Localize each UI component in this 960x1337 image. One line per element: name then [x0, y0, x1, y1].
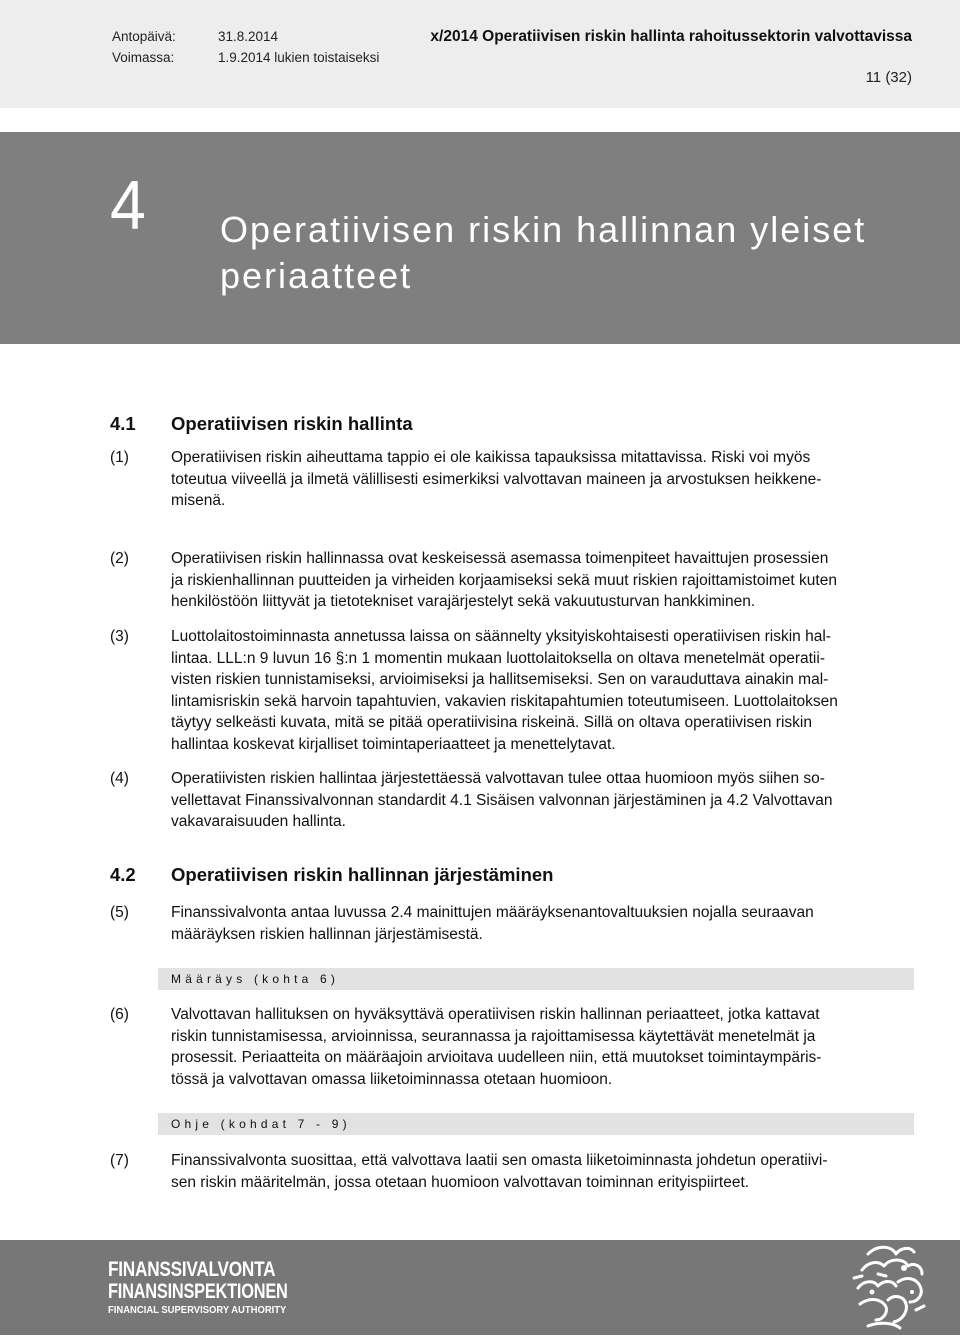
text-line: Operatiivisten riskien hallintaa järjestettäessä valvottavan tulee ottaa huomioon myös siihen so- — [171, 770, 825, 787]
text-line: määräyksen riskien hallinnan järjestämisestä. — [171, 925, 483, 943]
text-line: misenä. — [171, 492, 226, 509]
issued-date: 31.8.2014 — [218, 29, 279, 44]
text-line: ja riskienhallinnan puutteiden ja virheiden korjaamiseksi sekä muut riskien rajoittamistoimet kuten — [171, 571, 837, 589]
document-title: x/2014 Operatiivisen riskin hallinta rahoitussektorin valvottavissa — [430, 28, 912, 45]
text-line: visten riskien tunnistamiseksi, arvioimiseksi ja hallitsemiseksi. Sen on varauduttava ainakin mal- — [171, 671, 829, 688]
paragraph-text — [171, 626, 911, 755]
paragraph-number: (1) — [110, 449, 129, 466]
section-title: Operatiivisen riskin hallinta — [171, 413, 413, 434]
valid-value: 1.9.2014 lukien toistaiseksi — [218, 50, 380, 65]
text-line: Valvottavan hallituksen on hyväksyttävä operatiivisen riskin hallinnan periaatteet, jotka kattavat — [171, 1006, 820, 1023]
section-number: 4.1 — [110, 413, 136, 434]
text-line: riskin tunnistamisessa, arvioinnissa, seurannassa ja rajoittamisessa käytettävät menetelmät ja — [171, 1027, 816, 1045]
paragraph-text — [171, 1150, 911, 1193]
regulation-label: Määräys (kohta 6) — [171, 972, 340, 986]
section-title: Operatiivisen riskin hallinnan järjestäminen — [171, 864, 554, 885]
paragraph-number: (7) — [110, 1152, 129, 1169]
chapter-number: 4 — [110, 166, 146, 244]
text-line: toteutua viiveellä ja ilmetä välillisesti esimerkiksi valvottavan maineen ja arvostuksen heikkene- — [171, 470, 822, 488]
text-line: Operatiivisen riskin hallinnassa ovat keskeisessä asemassa toimenpiteet havaittujen prosessien — [171, 550, 829, 567]
paragraph-number: (3) — [110, 628, 129, 645]
text-line: Luottolaitostoiminnasta annetussa laissa on säännelty yksityiskohtaisesti operatiivisen riskin hal- — [171, 628, 831, 645]
chapter-title-line-2: periaatteet — [220, 255, 413, 296]
text-line: Finanssivalvonta antaa luvussa 2.4 mainittujen määräyksenantovaltuuksien nojalla seuraavan — [171, 904, 814, 921]
logo-finnish-name: FINANSSIVALVONTA — [108, 1258, 276, 1281]
section-number: 4.2 — [110, 864, 136, 885]
paragraph-number: (5) — [110, 904, 129, 921]
logo-english-name: FINANCIAL SUPERVISORY AUTHORITY — [108, 1304, 287, 1316]
paragraph-text — [171, 548, 911, 613]
chapter-title — [220, 207, 920, 299]
text-line: täytyy selkeästi kuvata, mitä se pitää operatiivisina riskeinä. Sillä on oltava operatiivisen riskin — [171, 714, 812, 731]
text-line: vakavaraisuuden hallinta. — [171, 813, 346, 830]
paragraph-number: (6) — [110, 1006, 129, 1023]
paragraph-text — [171, 447, 911, 512]
lion-emblem-icon — [848, 1240, 930, 1332]
paragraph-number: (2) — [110, 550, 129, 567]
text-line: lintamisriskin sekä harvoin tapahtuvien, vakavien riskitapahtumien toteutumiseen. Luottolaitoksen — [171, 692, 838, 710]
paragraph-text — [171, 768, 911, 833]
issued-label: Antopäivä: — [112, 29, 176, 44]
chapter-title-line-1: Operatiivisen riskin hallinnan yleiset — [220, 209, 867, 250]
text-line: tössä ja valvottavan omassa liiketoiminnassa otetaan huomioon. — [171, 1070, 613, 1088]
text-line: sen riskin määritelmän, jossa otetaan huomioon valvottavan toiminnan erityispiirteet. — [171, 1173, 750, 1191]
text-line: henkilöstöön liittyvät ja tietotekniset varajärjestelyt sekä vakuutusturvan hankkiminen. — [171, 593, 756, 610]
valid-label: Voimassa: — [112, 50, 175, 65]
logo-swedish-name: FINANSINSPEKTIONEN — [108, 1280, 288, 1303]
paragraph-text — [171, 902, 911, 945]
text-line: Finanssivalvonta suosittaa, että valvottava laatii sen omasta liiketoiminnasta johdetun operatiivi- — [171, 1152, 828, 1169]
paragraph-text — [171, 1004, 911, 1090]
paragraph-number: (4) — [110, 770, 129, 787]
text-line: Operatiivisen riskin aiheuttama tappio ei ole kaikissa tapauksissa mitattavissa. Riski voi myös — [171, 449, 811, 466]
text-line: lintaa. LLL:n 9 luvun 16 §:n 1 momentin mukaan luottolaitoksella on oltava menetelmät operatii- — [171, 649, 825, 667]
text-line: prosessit. Periaatteita on määräajoin arvioitava uudelleen niin, että muutokset toimintaympäris- — [171, 1049, 822, 1066]
guidance-label: Ohje (kohdat 7 - 9) — [171, 1117, 351, 1131]
text-line: vellettavat Finanssivalvonnan standardit 4.1 Sisäisen valvonnan järjestäminen ja 4.2 Valvottavan — [171, 791, 833, 809]
page-number: 11 (32) — [865, 69, 912, 86]
text-line: hallintaa koskevat kirjalliset toimintaperiaatteet ja menettelytavat. — [171, 735, 616, 753]
